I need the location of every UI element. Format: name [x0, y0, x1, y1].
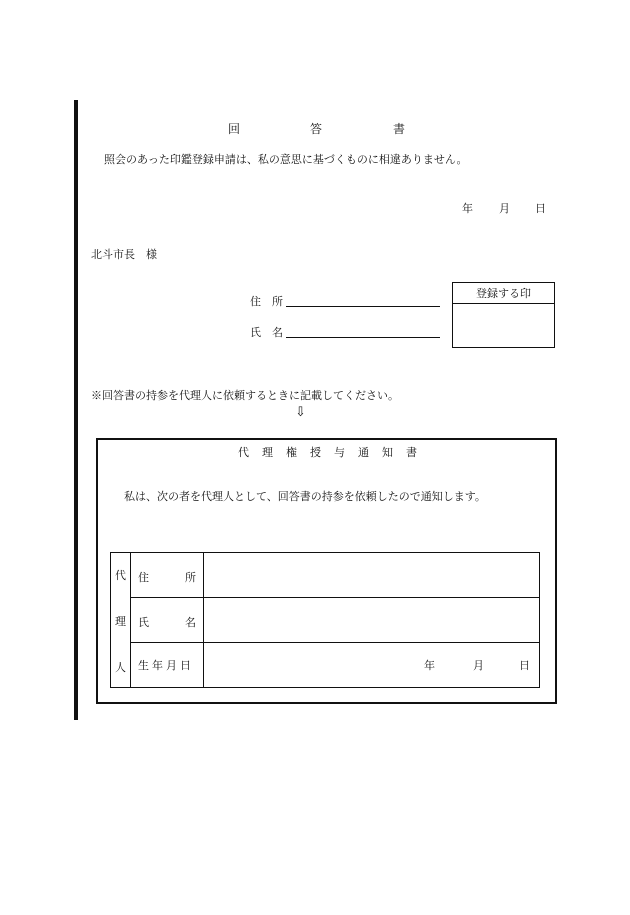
agent-table — [110, 552, 540, 688]
seal-box-header: 登録する印 — [453, 283, 554, 304]
birth-month-label: 月 — [473, 659, 484, 672]
notice-title-char: 理 — [262, 446, 273, 459]
title-char-1: 回 — [228, 122, 241, 136]
notice-title-char: 知 — [382, 446, 393, 459]
agent-name-label: 氏 — [138, 616, 149, 629]
notice-body: 私は、次の者を代理人として、回答書の持参を依頼したので通知します。 — [124, 490, 486, 503]
agent-name-label: 名 — [185, 616, 196, 629]
agent-address-label: 住 — [138, 571, 149, 584]
instruction-note: ※回答書の持参を代理人に依頼するときに記載してください。 — [91, 389, 399, 402]
date-year-label: 年 — [462, 202, 473, 215]
down-arrow-icon: ⇩ — [295, 405, 306, 420]
agent-label-char: 人 — [115, 661, 126, 674]
notice-title-char: 通 — [358, 446, 369, 459]
birth-day-label: 日 — [519, 659, 530, 672]
notice-title-char: 与 — [334, 446, 345, 459]
table-divider — [130, 553, 131, 687]
name-label: 氏 名 — [250, 326, 283, 339]
agent-birthdate-label: 生年月日 — [138, 659, 194, 672]
notice-title-char: 授 — [310, 446, 321, 459]
agent-address-cell[interactable] — [204, 553, 539, 597]
notice-title-char: 権 — [286, 446, 297, 459]
name-field-line[interactable] — [286, 337, 440, 338]
consent-statement: 照会のあった印鑑登録申請は、私の意思に基づくものに相違ありません。 — [104, 153, 468, 166]
agent-name-cell[interactable] — [204, 598, 539, 642]
agent-label-char: 代 — [115, 569, 126, 582]
agent-address-label: 所 — [185, 571, 196, 584]
date-month-label: 月 — [499, 202, 510, 215]
notice-title-char: 代 — [238, 446, 249, 459]
proxy-authorization-notice — [96, 438, 557, 704]
title-char-3: 書 — [393, 122, 406, 136]
seal-box — [452, 282, 555, 348]
date-day-label: 日 — [535, 202, 546, 215]
agent-label-char: 理 — [115, 615, 126, 628]
birth-year-label: 年 — [424, 659, 435, 672]
notice-title-char: 書 — [406, 446, 417, 459]
left-margin-rule — [74, 100, 78, 720]
address-label: 住 所 — [250, 295, 283, 308]
agent-birthdate-cell[interactable] — [204, 643, 539, 687]
addressee: 北斗市長 様 — [91, 248, 157, 261]
title-char-2: 答 — [310, 122, 323, 136]
address-field-line[interactable] — [286, 306, 440, 307]
